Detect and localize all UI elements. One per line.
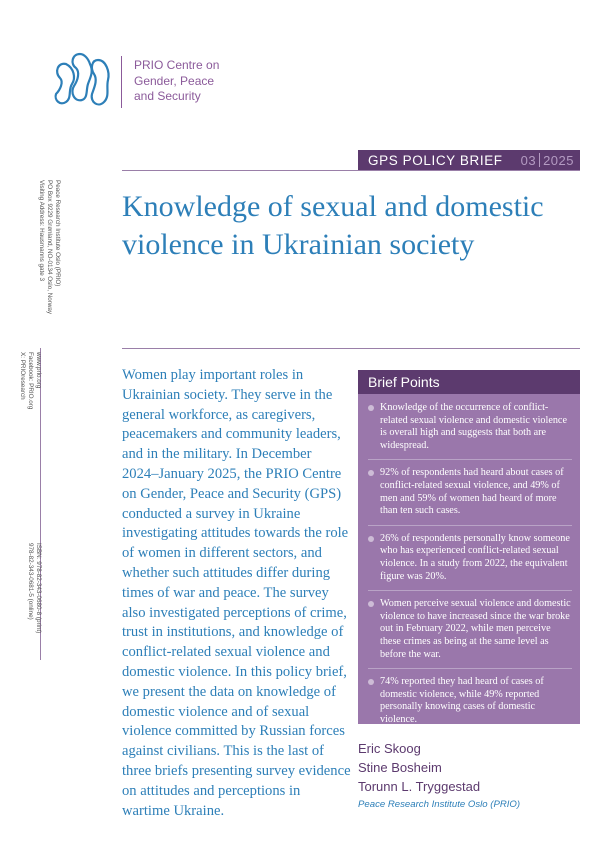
header-rule — [122, 170, 580, 171]
gps-logo-icon — [52, 50, 114, 112]
authors — [358, 739, 480, 796]
brief-point: 26% of respondents personally know someone who has experienced conflict-related sexual violence. In a study from 2022, the equivalent figure was 20%. — [368, 533, 572, 591]
author-institute: Peace Research Institute Oslo (PRIO) — [358, 799, 521, 810]
author-name: Eric Skoog — [358, 741, 421, 756]
title-rule — [122, 348, 580, 349]
sidebar-web-links: www.prio.org Facebook: PRIO.org X: PRIOresearch — [19, 352, 42, 410]
issue-number-value: 03 — [520, 153, 537, 168]
author-name: Stine Bosheim — [358, 760, 442, 775]
page-title: Knowledge of sexual and domestic violence in Ukrainian society — [122, 190, 544, 261]
brief-point: 92% of respondents had heard about cases of conflict-related sexual violence, and 49% of men and 59% of women had heard of more than ten such cases. — [368, 467, 572, 525]
org-name: PRIO Centre on Gender, Peace and Security — [134, 58, 220, 103]
brief-points-list — [358, 394, 580, 733]
brief-point: 74% reported they had heard of cases of domestic violence, while 49% reported personally knowing cases of domestic violence. — [368, 676, 572, 733]
brief-points-title: Brief Points — [368, 374, 440, 390]
sidebar-isbn: ISBN: 978-82-343-0680-8 (print) 978-82-343-0681-5 (online) — [27, 543, 42, 634]
brief-point: Knowledge of the occurrence of conflict-related sexual violence and domestic violence is overall high and suggests that both are widespread. — [368, 402, 572, 460]
issue-separator — [539, 153, 540, 167]
issue-year: 2025 — [543, 153, 574, 168]
intro-paragraph: Women play important roles in Ukrainian society. They serve in the general workforce, as caregivers, peacemakers and community leaders, and in the military. In December 2024–January 2025, the PRIO Centre on Gender, Peace and Security (GPS) conducted a survey in Ukraine investigating attitudes towards the role of women in different sectors, and whether such attitudes differ during times of war and peace. The survey also investigated perceptions of crime, trust in institutions, and knowledge of conflict-related sexual violence and domestic violence. In this policy brief, we present the data on knowledge of domestic violence and of sexual violence committed by Russian forces against civilians. This is the last of three briefs presenting survey evidence on attitudes and perceptions in wartime Ukraine. — [122, 367, 351, 819]
author-name: Torunn L. Tryggestad — [358, 779, 481, 794]
brief-points-header — [358, 370, 580, 394]
brief-point: Women perceive sexual violence and domestic violence to have increased since the war broke out in February 2022, while men perceive these crimes as being at the same level as before the war. — [368, 598, 572, 669]
issue-number — [521, 153, 574, 168]
series-label: GPS POLICY BRIEF — [368, 153, 503, 168]
brief-points-box — [358, 370, 580, 724]
series-banner — [358, 150, 580, 171]
sidebar-address: Peace Research Institute Oslo (PRIO) PO Box 9229 Grønland, NO-0134 Oslo, Norway Visiting Address: Hausmanns gate 3 — [38, 180, 61, 315]
logo-divider — [121, 56, 122, 108]
